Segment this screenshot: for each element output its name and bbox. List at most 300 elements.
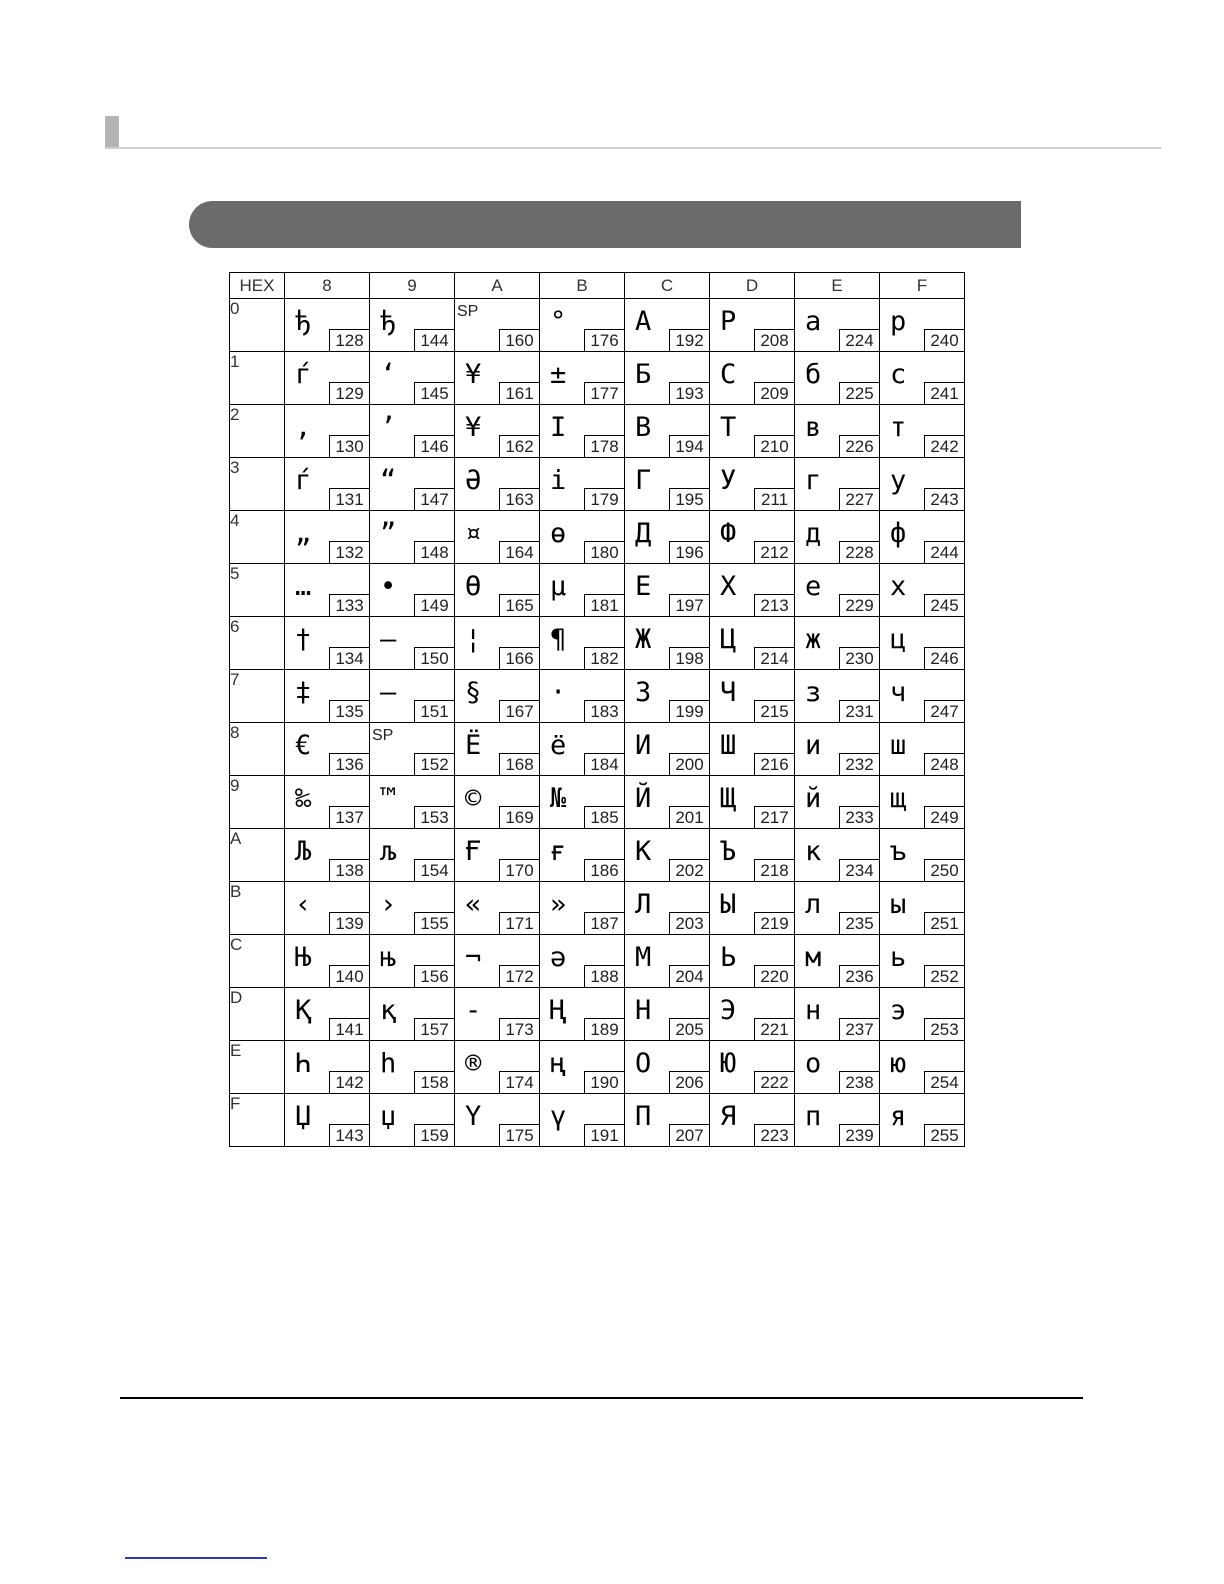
- table-row: [230, 988, 965, 1041]
- character-cell: [710, 299, 795, 352]
- decimal-code: 149: [414, 594, 454, 616]
- character-cell: [540, 670, 625, 723]
- decimal-code: 182: [584, 647, 624, 669]
- character-glyph: ж: [805, 624, 822, 655]
- character-cell: [540, 882, 625, 935]
- decimal-code: 171: [499, 912, 539, 934]
- character-cell: [795, 405, 880, 458]
- row-header: F: [230, 1094, 285, 1147]
- decimal-code: 204: [669, 965, 709, 987]
- character-glyph: ›: [380, 889, 397, 920]
- character-cell: [795, 352, 880, 405]
- decimal-code: 241: [924, 382, 964, 404]
- decimal-code: 200: [669, 753, 709, 775]
- character-cell: [625, 882, 710, 935]
- decimal-code: 233: [839, 806, 879, 828]
- decimal-code: 184: [584, 753, 624, 775]
- character-glyph: И: [635, 730, 652, 761]
- character-cell: [880, 617, 965, 670]
- character-cell: [710, 511, 795, 564]
- decimal-code: 162: [499, 435, 539, 457]
- decimal-code: 196: [669, 541, 709, 563]
- character-glyph: Џ: [295, 1101, 312, 1132]
- decimal-code: 218: [754, 859, 794, 881]
- decimal-code: 208: [754, 329, 794, 351]
- character-glyph: Ә: [465, 465, 482, 496]
- character-cell: [370, 1041, 455, 1094]
- decimal-code: 247: [924, 700, 964, 722]
- character-cell: [880, 352, 965, 405]
- table-row: [230, 935, 965, 988]
- decimal-code: 186: [584, 859, 624, 881]
- character-cell: [285, 1094, 370, 1147]
- character-glyph: и: [805, 730, 822, 761]
- section-marker: [105, 116, 119, 148]
- decimal-code: 194: [669, 435, 709, 457]
- character-glyph: І: [550, 412, 567, 443]
- character-cell: [370, 564, 455, 617]
- character-cell: [540, 988, 625, 1041]
- character-cell: [625, 617, 710, 670]
- character-cell: [795, 935, 880, 988]
- character-cell: [795, 988, 880, 1041]
- character-cell: [625, 458, 710, 511]
- character-cell: [625, 723, 710, 776]
- character-glyph: »: [550, 889, 567, 920]
- column-header: A: [455, 273, 540, 299]
- decimal-code: 229: [839, 594, 879, 616]
- character-cell: [540, 1094, 625, 1147]
- character-cell: [455, 829, 540, 882]
- column-header: E: [795, 273, 880, 299]
- decimal-code: 160: [499, 329, 539, 351]
- decimal-code: 130: [329, 435, 369, 457]
- decimal-code: 176: [584, 329, 624, 351]
- character-cell: [540, 511, 625, 564]
- character-glyph: Ш: [720, 730, 737, 761]
- character-glyph: П: [635, 1101, 652, 1132]
- decimal-code: 158: [414, 1071, 454, 1093]
- decimal-code: 174: [499, 1071, 539, 1093]
- table-row: [230, 405, 965, 458]
- character-cell: [540, 352, 625, 405]
- character-cell: [880, 511, 965, 564]
- character-glyph: ө: [550, 518, 567, 549]
- character-cell: [455, 670, 540, 723]
- character-cell: [625, 352, 710, 405]
- decimal-code: 238: [839, 1071, 879, 1093]
- row-header: D: [230, 988, 285, 1041]
- character-glyph: Ь: [720, 942, 737, 973]
- character-cell: [285, 776, 370, 829]
- character-glyph: џ: [380, 1101, 397, 1132]
- decimal-code: 254: [924, 1071, 964, 1093]
- decimal-code: 189: [584, 1018, 624, 1040]
- character-glyph: ¤: [465, 518, 482, 549]
- character-cell: [540, 829, 625, 882]
- character-cell: [625, 935, 710, 988]
- character-cell: [880, 882, 965, 935]
- decimal-code: 135: [329, 700, 369, 722]
- character-glyph: н: [805, 995, 822, 1026]
- decimal-code: 134: [329, 647, 369, 669]
- character-glyph: µ: [550, 571, 567, 602]
- row-header: 5: [230, 564, 285, 617]
- decimal-code: 172: [499, 965, 539, 987]
- decimal-code: 183: [584, 700, 624, 722]
- table-row: [230, 617, 965, 670]
- decimal-code: 164: [499, 541, 539, 563]
- character-glyph: А: [635, 306, 652, 337]
- decimal-code: 145: [414, 382, 454, 404]
- character-cell: [795, 299, 880, 352]
- decimal-code: 143: [329, 1124, 369, 1146]
- character-cell: [710, 458, 795, 511]
- character-glyph: м: [805, 942, 822, 973]
- decimal-code: 201: [669, 806, 709, 828]
- character-cell: [625, 564, 710, 617]
- character-glyph: „: [295, 518, 312, 549]
- character-glyph: г: [805, 465, 822, 496]
- character-cell: [285, 988, 370, 1041]
- decimal-code: 245: [924, 594, 964, 616]
- character-glyph: қ: [380, 995, 397, 1026]
- character-cell: [880, 776, 965, 829]
- character-cell: [540, 405, 625, 458]
- decimal-code: 153: [414, 806, 454, 828]
- column-header: D: [710, 273, 795, 299]
- decimal-code: 205: [669, 1018, 709, 1040]
- character-cell: [795, 829, 880, 882]
- footer-divider: [120, 1397, 1083, 1399]
- character-cell: [710, 776, 795, 829]
- character-cell: [710, 617, 795, 670]
- decimal-code: 131: [329, 488, 369, 510]
- character-cell: [880, 458, 965, 511]
- table-row: [230, 564, 965, 617]
- decimal-code: 244: [924, 541, 964, 563]
- character-cell: [285, 882, 370, 935]
- character-glyph: €: [295, 730, 312, 761]
- decimal-code: 173: [499, 1018, 539, 1040]
- character-glyph: с: [890, 359, 907, 390]
- character-cell: [370, 882, 455, 935]
- decimal-code: 133: [329, 594, 369, 616]
- decimal-code: 231: [839, 700, 879, 722]
- column-header: B: [540, 273, 625, 299]
- character-glyph: ғ: [550, 836, 567, 867]
- character-cell: [370, 988, 455, 1041]
- character-glyph: †: [295, 624, 312, 655]
- character-glyph: ·: [550, 677, 567, 708]
- character-glyph: в: [805, 412, 822, 443]
- character-cell: [880, 1094, 965, 1147]
- table-row: [230, 723, 965, 776]
- character-cell: [880, 935, 965, 988]
- column-header: F: [880, 273, 965, 299]
- character-glyph: ю: [890, 1048, 907, 1079]
- character-cell: [710, 882, 795, 935]
- character-cell: [795, 458, 880, 511]
- character-glyph: –: [380, 624, 397, 655]
- character-code-table: [229, 272, 965, 1147]
- decimal-code: 225: [839, 382, 879, 404]
- character-glyph: Ж: [635, 624, 652, 655]
- decimal-code: 223: [754, 1124, 794, 1146]
- decimal-code: 255: [924, 1124, 964, 1146]
- decimal-code: 227: [839, 488, 879, 510]
- character-glyph: ђ: [380, 306, 397, 337]
- decimal-code: 219: [754, 912, 794, 934]
- decimal-code: 243: [924, 488, 964, 510]
- character-glyph: ±: [550, 359, 567, 390]
- row-header: 8: [230, 723, 285, 776]
- decimal-code: 139: [329, 912, 369, 934]
- decimal-code: 137: [329, 806, 369, 828]
- character-cell: [370, 1094, 455, 1147]
- character-glyph: С: [720, 359, 737, 390]
- character-cell: [880, 299, 965, 352]
- character-glyph: “: [380, 465, 397, 496]
- decimal-code: 226: [839, 435, 879, 457]
- character-cell: [625, 988, 710, 1041]
- character-cell: [880, 829, 965, 882]
- character-glyph: ®: [465, 1048, 482, 1079]
- character-glyph: Ъ: [720, 836, 737, 867]
- character-glyph: д: [805, 518, 822, 549]
- character-cell: [710, 1041, 795, 1094]
- character-glyph: ү: [550, 1101, 567, 1132]
- character-glyph: Щ: [720, 783, 737, 814]
- character-glyph: ё: [550, 730, 567, 761]
- character-cell: [455, 988, 540, 1041]
- character-cell: [710, 988, 795, 1041]
- character-cell: [285, 829, 370, 882]
- row-header: 2: [230, 405, 285, 458]
- character-cell: [880, 723, 965, 776]
- row-header: 1: [230, 352, 285, 405]
- decimal-code: 237: [839, 1018, 879, 1040]
- table-row: [230, 670, 965, 723]
- decimal-code: 167: [499, 700, 539, 722]
- character-cell: [370, 670, 455, 723]
- character-glyph: ©: [465, 783, 482, 814]
- section-banner: [189, 201, 1021, 248]
- character-cell: [625, 405, 710, 458]
- table-row: [230, 776, 965, 829]
- decimal-code: 222: [754, 1071, 794, 1093]
- character-cell: [710, 1094, 795, 1147]
- decimal-code: 239: [839, 1124, 879, 1146]
- character-glyph: Ү: [465, 1101, 482, 1132]
- character-glyph: ¶: [550, 624, 567, 655]
- decimal-code: 177: [584, 382, 624, 404]
- character-glyph: ‡: [295, 677, 312, 708]
- decimal-code: 181: [584, 594, 624, 616]
- character-cell: [540, 935, 625, 988]
- table-row: [230, 829, 965, 882]
- character-glyph: ¦: [465, 624, 482, 655]
- character-glyph: ’: [380, 412, 397, 443]
- character-glyph: Љ: [295, 836, 312, 867]
- row-header: A: [230, 829, 285, 882]
- character-glyph: ц: [890, 624, 907, 655]
- character-cell: [710, 564, 795, 617]
- character-cell: [285, 564, 370, 617]
- character-cell: [540, 299, 625, 352]
- decimal-code: 251: [924, 912, 964, 934]
- decimal-code: 228: [839, 541, 879, 563]
- character-glyph: б: [805, 359, 822, 390]
- character-glyph: Х: [720, 571, 737, 602]
- character-cell: [455, 458, 540, 511]
- character-cell: [795, 670, 880, 723]
- character-cell: [710, 723, 795, 776]
- decimal-code: 147: [414, 488, 454, 510]
- character-glyph: ”: [380, 518, 397, 549]
- character-glyph: Е: [635, 571, 652, 602]
- character-glyph: §: [465, 677, 482, 708]
- character-glyph: Я: [720, 1101, 737, 1132]
- character-cell: [795, 511, 880, 564]
- character-cell: [795, 723, 880, 776]
- character-glyph: ¥: [465, 359, 482, 390]
- row-header: 0: [230, 299, 285, 352]
- decimal-code: 169: [499, 806, 539, 828]
- character-glyph: Њ: [295, 942, 312, 973]
- character-cell: [285, 352, 370, 405]
- character-cell: [455, 723, 540, 776]
- character-glyph: ѓ: [295, 359, 312, 390]
- character-glyph: х: [890, 571, 907, 602]
- decimal-code: 214: [754, 647, 794, 669]
- decimal-code: 138: [329, 859, 369, 881]
- character-glyph: Э: [720, 995, 737, 1026]
- character-cell: [540, 458, 625, 511]
- column-header: 8: [285, 273, 370, 299]
- character-glyph: о: [805, 1048, 822, 1079]
- decimal-code: 179: [584, 488, 624, 510]
- character-cell: [710, 405, 795, 458]
- character-glyph: Ғ: [465, 836, 482, 867]
- character-cell: [370, 935, 455, 988]
- character-glyph: п: [805, 1101, 822, 1132]
- character-cell: [540, 564, 625, 617]
- decimal-code: 195: [669, 488, 709, 510]
- decimal-code: 156: [414, 965, 454, 987]
- character-cell: [285, 299, 370, 352]
- decimal-code: 217: [754, 806, 794, 828]
- decimal-code: 199: [669, 700, 709, 722]
- decimal-code: 136: [329, 753, 369, 775]
- character-glyph: Т: [720, 412, 737, 443]
- decimal-code: 144: [414, 329, 454, 351]
- decimal-code: 154: [414, 859, 454, 881]
- character-cell: [625, 776, 710, 829]
- character-cell: [625, 829, 710, 882]
- character-glyph: Р: [720, 306, 737, 337]
- character-cell: [370, 617, 455, 670]
- character-glyph: М: [635, 942, 652, 973]
- character-glyph: э: [890, 995, 907, 1026]
- row-header: E: [230, 1041, 285, 1094]
- character-cell: [880, 1041, 965, 1094]
- character-glyph: й: [805, 783, 822, 814]
- character-glyph: В: [635, 412, 652, 443]
- decimal-code: 240: [924, 329, 964, 351]
- row-header: 9: [230, 776, 285, 829]
- table-row: [230, 511, 965, 564]
- character-cell: [455, 935, 540, 988]
- character-glyph: ә: [550, 942, 567, 973]
- character-cell: [625, 1094, 710, 1147]
- character-glyph: К: [635, 836, 652, 867]
- character-cell: [370, 352, 455, 405]
- character-cell: [625, 511, 710, 564]
- decimal-code: 148: [414, 541, 454, 563]
- row-header: C: [230, 935, 285, 988]
- character-glyph: ч: [890, 677, 907, 708]
- character-glyph: Л: [635, 889, 652, 920]
- character-glyph: щ: [890, 783, 907, 814]
- table-row: [230, 352, 965, 405]
- character-glyph: у: [890, 465, 907, 496]
- character-cell: [455, 882, 540, 935]
- character-glyph: —: [380, 677, 397, 708]
- character-cell: [455, 511, 540, 564]
- decimal-code: 253: [924, 1018, 964, 1040]
- decimal-code: 209: [754, 382, 794, 404]
- character-glyph: ‰: [295, 783, 312, 814]
- character-cell: [795, 617, 880, 670]
- character-glyph: ¬: [465, 942, 482, 973]
- decimal-code: 220: [754, 965, 794, 987]
- character-glyph: к: [805, 836, 822, 867]
- column-header: 9: [370, 273, 455, 299]
- table-row: [230, 458, 965, 511]
- table-row: [230, 882, 965, 935]
- table-header-row: [230, 273, 965, 299]
- decimal-code: 190: [584, 1071, 624, 1093]
- character-glyph: Ю: [720, 1048, 737, 1079]
- character-glyph: ш: [890, 730, 907, 761]
- character-cell: [285, 670, 370, 723]
- character-glyph: SP: [457, 303, 479, 320]
- decimal-code: 212: [754, 541, 794, 563]
- character-glyph: ‚: [295, 412, 312, 443]
- decimal-code: 249: [924, 806, 964, 828]
- character-cell: [880, 988, 965, 1041]
- decimal-code: 252: [924, 965, 964, 987]
- decimal-code: 128: [329, 329, 369, 351]
- character-glyph: њ: [380, 942, 397, 973]
- character-glyph: ‘: [380, 359, 397, 390]
- character-glyph: Д: [635, 518, 652, 549]
- character-cell: [285, 511, 370, 564]
- character-cell: [795, 1041, 880, 1094]
- decimal-code: 142: [329, 1071, 369, 1093]
- decimal-code: 250: [924, 859, 964, 881]
- character-glyph: р: [890, 306, 907, 337]
- character-cell: [455, 1041, 540, 1094]
- character-glyph: ¥: [465, 412, 482, 443]
- character-cell: [370, 776, 455, 829]
- decimal-code: 132: [329, 541, 369, 563]
- decimal-code: 170: [499, 859, 539, 881]
- table-row: [230, 1094, 965, 1147]
- character-glyph: SP: [372, 727, 394, 744]
- decimal-code: 197: [669, 594, 709, 616]
